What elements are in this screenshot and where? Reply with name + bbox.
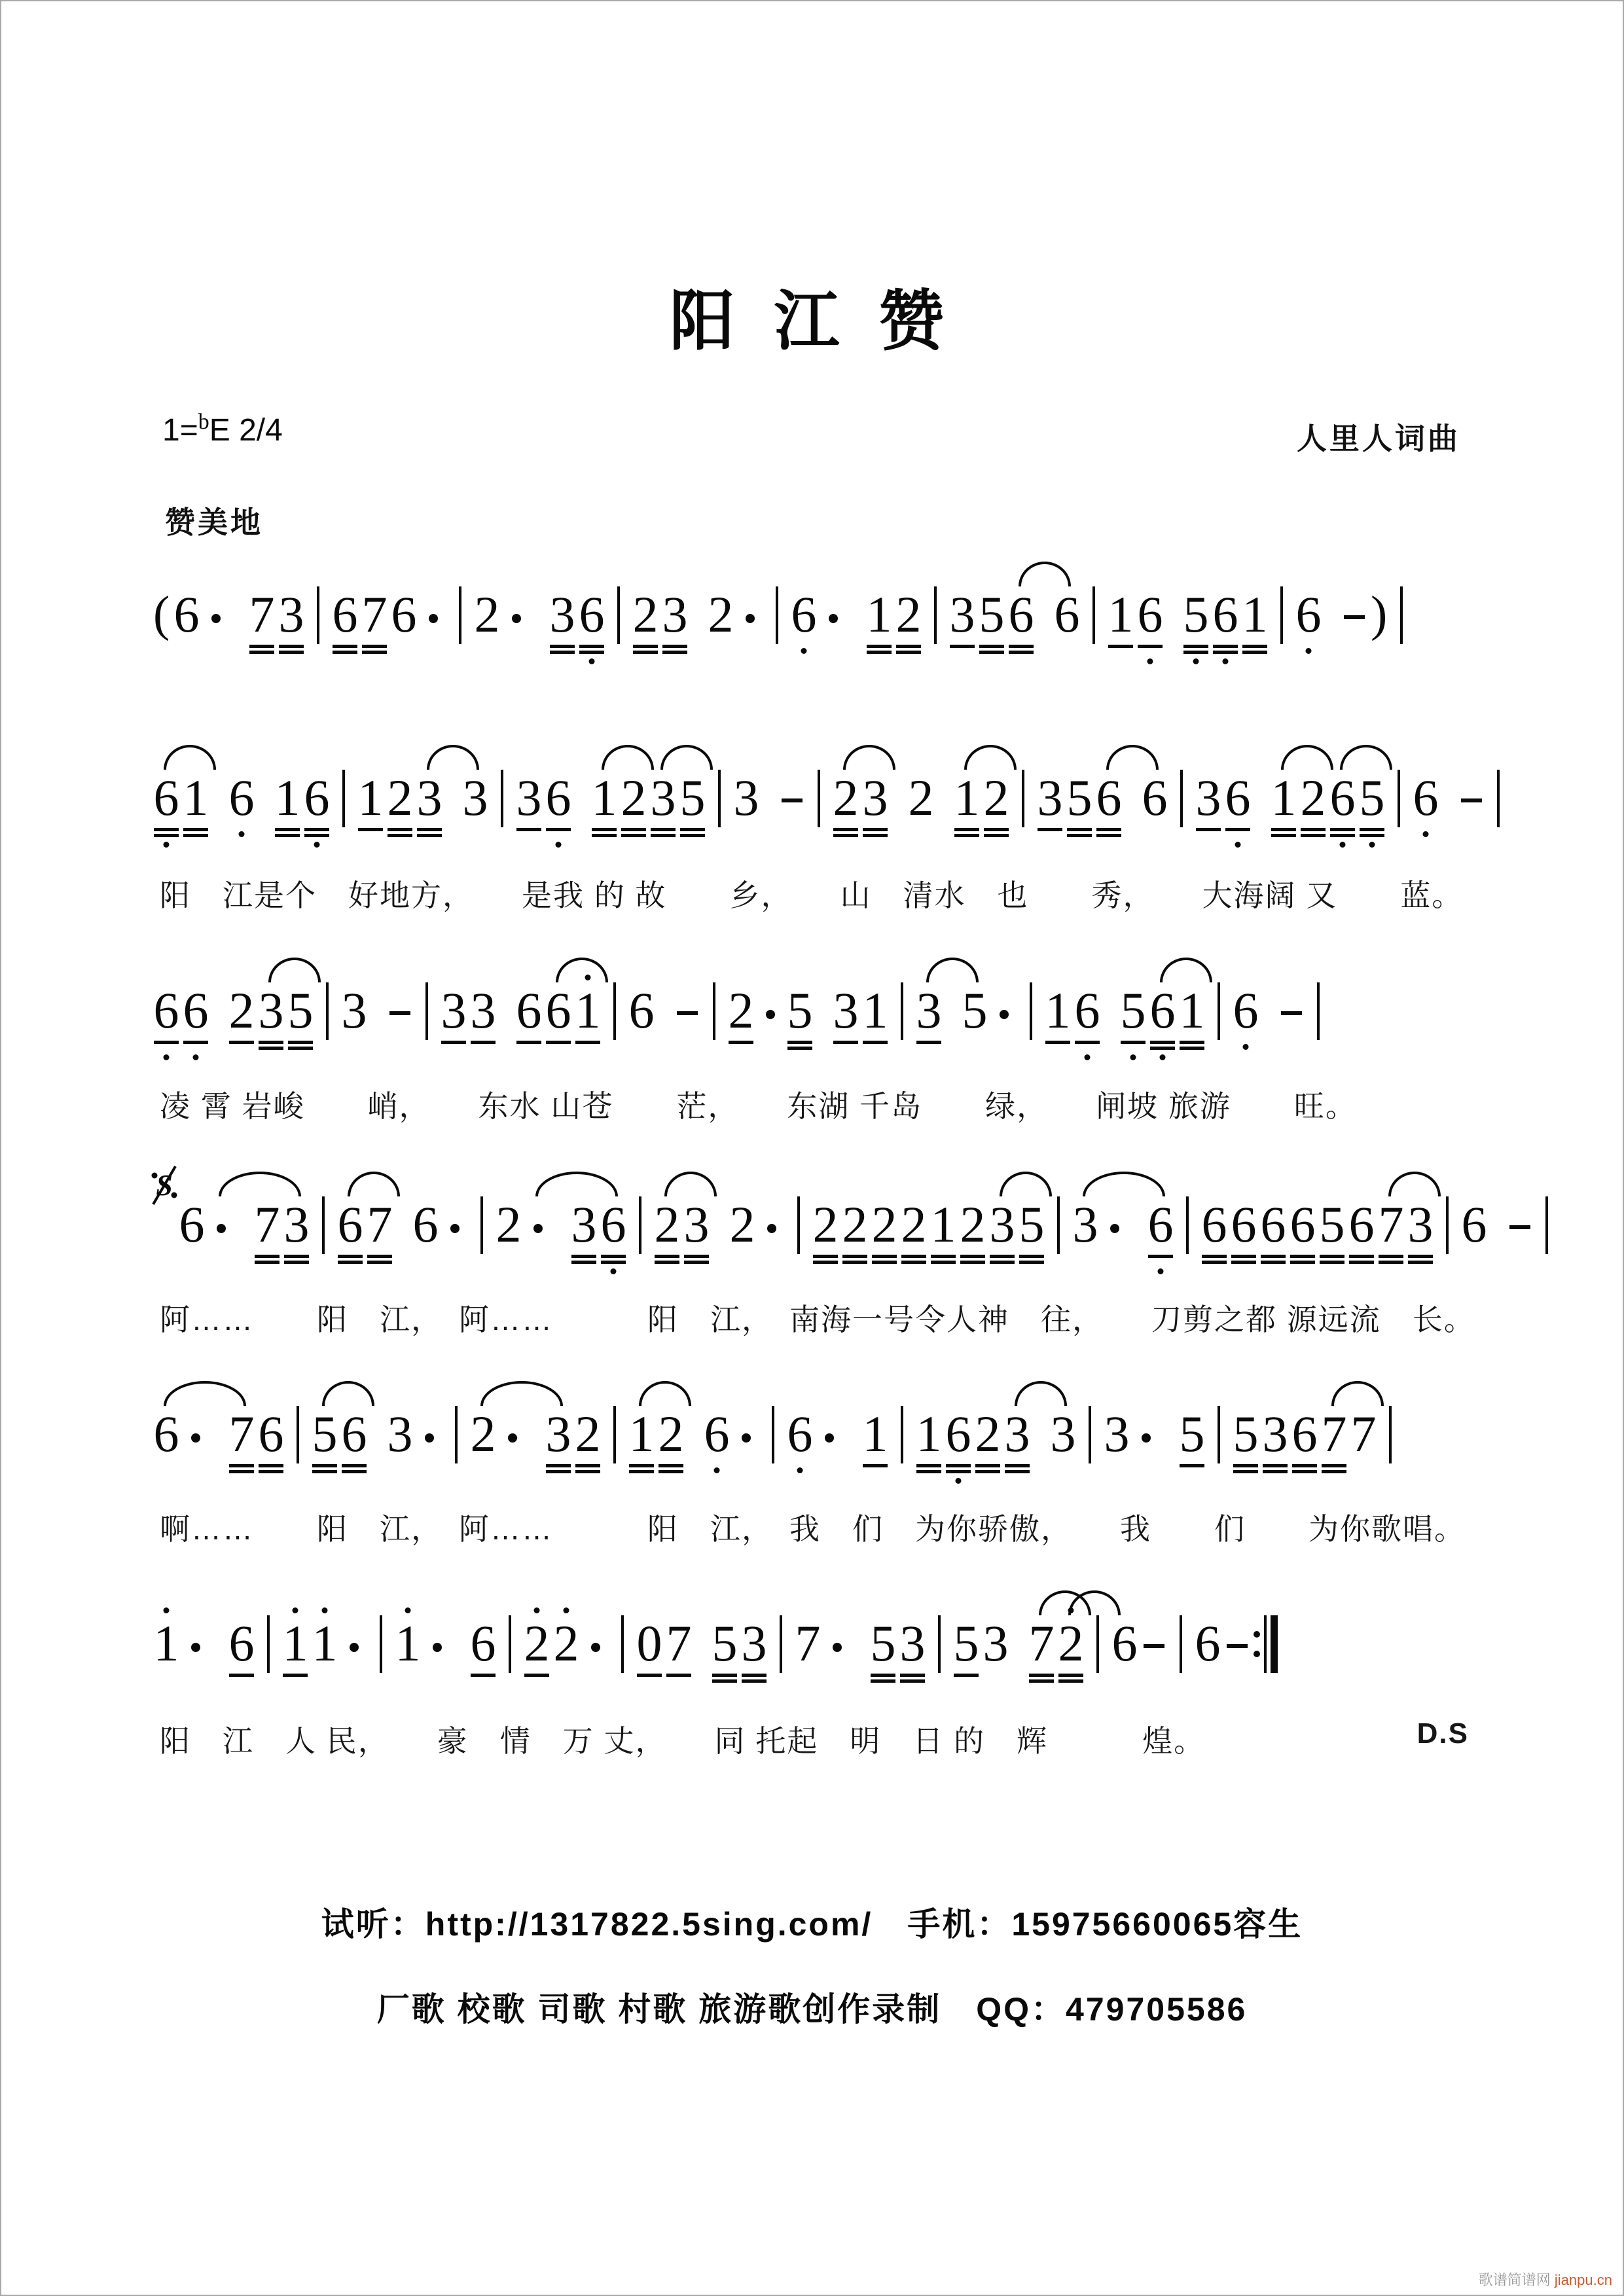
spacer: [854, 1606, 867, 1613]
lyrics-line-4: 啊…… 阳 江， 阿…… 阳 江， 我 们 为你骄傲， 我 们 为你歌唱。: [160, 1512, 1466, 1546]
notation-line-5: [153, 1397, 1401, 1495]
note-token: 6: [337, 1187, 363, 1285]
barline: [380, 1615, 382, 1673]
note-token: 7: [249, 577, 275, 675]
note-token: 6: [341, 1397, 367, 1495]
note-token: 2: [658, 1397, 684, 1495]
dash-note: [1458, 761, 1485, 859]
note-token: 3: [416, 761, 442, 859]
barline: [780, 1615, 782, 1673]
note-token: 7: [795, 1615, 821, 1672]
duration-dot: [203, 577, 229, 675]
dash-note: [779, 761, 805, 859]
barline: [772, 1406, 774, 1463]
note-token: 3: [1037, 761, 1063, 859]
barline: [1398, 770, 1400, 827]
barline: [297, 1406, 299, 1463]
spacer: [846, 1397, 859, 1403]
note-token: 6: [1348, 1187, 1375, 1285]
key-rest: E 2/4: [209, 413, 283, 448]
lyrics-line-2: 凌 霄 岩峻 峭， 东水 山苍 茫， 东湖 千岛 绿， 闸坡 旅游 旺。: [160, 1089, 1357, 1123]
note-token: 1: [862, 1397, 888, 1495]
barline: [934, 586, 937, 644]
spacer: [499, 973, 513, 980]
spacer: [1163, 1397, 1176, 1403]
note-token: 5: [953, 1606, 979, 1704]
note-token: 6: [1461, 1196, 1487, 1253]
note-token: 3: [1072, 1187, 1098, 1285]
note-token: 3: [1104, 1405, 1130, 1462]
spacer: [1104, 973, 1117, 980]
note-token: 1: [1045, 973, 1071, 1071]
lyrics-line-5: [160, 1717, 1489, 1761]
note-token: 6: [1195, 1615, 1221, 1672]
note-token: 6: [183, 973, 209, 1071]
note-token: 2: [621, 761, 647, 859]
spacer: [212, 1606, 225, 1613]
dash-note: [1507, 1187, 1533, 1285]
barline: [326, 982, 329, 1040]
barline: [322, 1196, 325, 1254]
barline: [317, 586, 319, 644]
note-token: 6: [470, 1606, 496, 1704]
notation-line-6: [153, 1606, 1278, 1704]
duration-dot: [816, 1397, 842, 1495]
note-token: 3: [283, 1187, 310, 1285]
barline: [901, 1406, 903, 1463]
barline: [509, 1615, 511, 1673]
note-token: 2: [1300, 761, 1326, 859]
duration-dot: [416, 1397, 442, 1495]
note-token: 3: [916, 973, 942, 1071]
note-token: 5: [962, 982, 988, 1039]
note-token: 5: [1120, 973, 1146, 1071]
flat-sign: b: [198, 410, 209, 434]
note-token: 2: [632, 577, 659, 675]
note-token: 1: [274, 761, 300, 859]
note-token: 1: [1108, 577, 1134, 675]
note-token: 6: [516, 973, 542, 1071]
note-token: 6: [228, 761, 255, 859]
note-token: 2: [908, 769, 934, 826]
watermark: [1479, 2269, 1612, 2289]
note-token: 6: [1147, 1187, 1174, 1285]
duration-dot: [525, 1187, 551, 1285]
note-token: 5: [1183, 577, 1209, 675]
note-token: 3: [1195, 761, 1221, 859]
note-token: 5: [1319, 1187, 1345, 1285]
spacer: [1325, 577, 1338, 584]
composer-credit: 人里人词曲: [1297, 422, 1460, 456]
note-token: 3: [1407, 1187, 1434, 1285]
duration-dot: [583, 1606, 609, 1704]
barline: [1218, 1406, 1220, 1463]
note-token: 2: [871, 1187, 897, 1285]
lyrics-line-3: 阿…… 阳 江， 阿…… 阳 江， 南海一号令人神 往， 刀剪之都 源远流 长。: [160, 1302, 1475, 1336]
spacer: [816, 973, 829, 980]
spacer: [850, 577, 863, 584]
barline: [639, 1196, 641, 1254]
note-token: 3: [983, 1615, 1009, 1672]
barline: [1317, 982, 1320, 1040]
notation-line-3: [153, 973, 1329, 1071]
footer-services: 厂歌 校歌 司歌 村歌 旅游歌创作录制 QQ：479705586: [376, 1991, 1248, 2028]
note-token: 2: [728, 973, 754, 1071]
note-token: 6: [1142, 769, 1168, 826]
note-token: 3: [278, 577, 304, 675]
spacer: [1490, 1187, 1504, 1194]
note-token: 6: [1260, 1187, 1286, 1285]
duration-dot: [183, 1397, 209, 1495]
duration-dot: [424, 1606, 450, 1704]
barline: [776, 586, 778, 644]
note-token: 6: [600, 1187, 626, 1285]
note-token: 6: [412, 1196, 439, 1253]
note-token: 6: [545, 973, 571, 1071]
duration-dot: [757, 973, 784, 1071]
barline: [1218, 982, 1220, 1040]
note-token: 6: [228, 1606, 255, 1704]
note-token: 6: [332, 577, 358, 675]
ds-mark: D.S: [1416, 1717, 1469, 1749]
note-token: 6: [179, 1196, 205, 1253]
note-token: 2: [960, 1187, 986, 1285]
barline: [818, 770, 820, 827]
note-token: 1: [1242, 577, 1268, 675]
spacer: [937, 761, 950, 767]
dash-note: [674, 973, 700, 1071]
footer-contact: 试听：http://1317822.5sing.com/ 手机：15975660065容生: [321, 1906, 1303, 1943]
duration-dot: [442, 1187, 468, 1285]
note-token: 2: [524, 1606, 550, 1704]
note-token: 3: [545, 1397, 571, 1495]
barline: [621, 1615, 624, 1673]
note-token: 2: [228, 973, 255, 1071]
barline: [1389, 1406, 1392, 1463]
note-token: 3: [862, 761, 888, 859]
barline: [1096, 1615, 1099, 1673]
barline: [797, 1196, 800, 1254]
note-token: 7: [1378, 1187, 1404, 1285]
note-token: 1: [930, 1187, 956, 1285]
note-token: 2: [474, 586, 500, 643]
note-token: 6: [945, 1397, 971, 1495]
watermark-domain: jianpu.cn: [1554, 2272, 1612, 2288]
note-token: 2: [842, 1187, 868, 1285]
note-token: 3: [1262, 1397, 1288, 1495]
note-token: 7: [361, 577, 388, 675]
note-token: 5: [712, 1606, 738, 1704]
note-token: 2: [729, 1196, 755, 1253]
barline: [1030, 982, 1032, 1040]
note-token: 1: [1271, 761, 1297, 859]
note-token: 3: [387, 1405, 413, 1462]
note-token: 3: [662, 577, 688, 675]
note-token: 6: [258, 1397, 284, 1495]
duration-dot: [183, 1606, 209, 1704]
note-token: 2: [833, 761, 859, 859]
dash-note: [1224, 1606, 1250, 1704]
spacer: [695, 1606, 708, 1613]
dash-note: [1141, 1606, 1167, 1704]
note-token: 2: [708, 586, 734, 643]
note-token: 6: [1074, 973, 1100, 1071]
key-signature: [162, 412, 283, 448]
note-token: 3: [833, 973, 859, 1071]
duration-dot: [499, 1397, 526, 1495]
note-token: 6: [1233, 973, 1259, 1071]
note-token: 7: [228, 1397, 255, 1495]
note-token: 6: [1111, 1615, 1138, 1672]
note-token: 6: [787, 1397, 813, 1495]
note-token: 6: [1054, 586, 1080, 643]
barline: [718, 770, 721, 827]
spacer: [763, 761, 776, 767]
duration-dot: [208, 1187, 234, 1285]
note-token: 5: [1179, 1397, 1205, 1495]
note-token: 5: [979, 577, 1005, 675]
spacer: [1262, 973, 1275, 980]
note-token: 6: [579, 577, 605, 675]
barline: [1022, 770, 1024, 827]
note-token: 6: [1096, 761, 1122, 859]
note-token: 6: [1295, 577, 1322, 675]
note-token: 1: [916, 1397, 942, 1495]
note-token: 6: [1329, 761, 1356, 859]
barline: [938, 1615, 941, 1673]
note-token: 5: [1233, 1397, 1259, 1495]
note-token: 6: [1008, 577, 1034, 675]
duration-dot: [820, 577, 846, 675]
note-token: 1: [591, 761, 617, 859]
paren: (: [153, 586, 170, 641]
key-prefix: 1=: [162, 413, 198, 448]
barline: [501, 770, 503, 827]
note-token: 3: [1050, 1405, 1076, 1462]
barline: [1446, 1196, 1449, 1254]
duration-dot: [341, 1606, 367, 1704]
note-token: 1: [357, 761, 384, 859]
barline: [613, 1406, 616, 1463]
note-token: 7: [1350, 1405, 1377, 1462]
note-token: 6: [1137, 577, 1163, 675]
note-token: 1: [866, 577, 892, 675]
note-token: 6: [173, 586, 200, 643]
duration-dot: [759, 1187, 785, 1285]
note-token: 3: [733, 769, 759, 826]
note-token: 2: [553, 1606, 579, 1704]
barline: [1057, 1196, 1060, 1254]
note-token: 2: [496, 1196, 522, 1253]
note-token: 5: [1066, 761, 1092, 859]
barline: [1089, 1406, 1091, 1463]
duration-dot: [420, 577, 446, 675]
note-token: 2: [1058, 1606, 1084, 1704]
note-token: 3: [989, 1187, 1015, 1285]
note-token: 6: [1413, 761, 1439, 859]
barline: [1186, 1196, 1189, 1254]
spacer: [1012, 1606, 1025, 1613]
dash-note: [387, 973, 413, 1071]
spacer: [1442, 761, 1455, 767]
note-token: 6: [1201, 1187, 1227, 1285]
barline: [1280, 586, 1283, 644]
duration-dot: [503, 577, 530, 675]
barline: [1180, 770, 1183, 827]
note-token: 7: [367, 1187, 393, 1285]
note-token: 3: [899, 1606, 926, 1704]
note-token: 7: [1321, 1397, 1347, 1495]
barline: [455, 1406, 458, 1463]
svg-text:S: S: [156, 1168, 173, 1202]
note-token: 1: [575, 973, 601, 1071]
tempo-marking: 赞美地: [165, 505, 263, 539]
note-token: 2: [654, 1187, 680, 1285]
note-token: 6: [1231, 1187, 1257, 1285]
note-token: 5: [1019, 1187, 1045, 1285]
note-token: 6: [304, 761, 330, 859]
note-token: 2: [901, 1187, 927, 1285]
barline: [267, 1615, 270, 1673]
spacer: [658, 973, 671, 980]
watermark-site: 歌谱简谱网: [1478, 2272, 1555, 2288]
notation-line-4: [153, 1168, 1557, 1285]
note-token: 2: [812, 1187, 839, 1285]
note-token: 1: [862, 973, 888, 1071]
spacer: [454, 1606, 467, 1613]
note-token: 1: [183, 761, 209, 859]
spacer: [1254, 761, 1267, 767]
note-token: 0: [636, 1606, 662, 1704]
note-token: 6: [1212, 577, 1238, 675]
note-token: 6: [1225, 761, 1251, 859]
note-token: 1: [282, 1606, 308, 1704]
note-token: 3: [1004, 1397, 1030, 1495]
dash-note: [1341, 577, 1367, 675]
note-token: 1: [628, 1397, 655, 1495]
note-token: 3: [462, 769, 488, 826]
spacer: [533, 577, 546, 584]
barline: [425, 982, 428, 1040]
duration-dot: [991, 973, 1017, 1071]
note-token: 7: [254, 1187, 280, 1285]
page-title: 阳 江 赞: [669, 285, 955, 358]
notation-line-2: [153, 761, 1509, 859]
duration-dot: [733, 1397, 759, 1495]
barline: [713, 982, 715, 1040]
barline: [342, 770, 345, 827]
paren: ): [1371, 586, 1388, 641]
note-token: 5: [870, 1606, 896, 1704]
note-token: 6: [628, 982, 655, 1039]
segno-icon: [153, 1168, 175, 1285]
note-token: 3: [258, 973, 284, 1071]
note-token: 3: [949, 577, 975, 675]
note-token: 5: [312, 1397, 338, 1495]
note-token: 5: [787, 973, 813, 1071]
duration-dot: [1133, 1397, 1159, 1495]
barline: [480, 1196, 483, 1254]
note-token: 2: [387, 761, 413, 859]
note-token: 6: [1149, 973, 1176, 1071]
barline: [1400, 586, 1403, 644]
spacer: [232, 577, 245, 584]
note-token: 3: [470, 973, 496, 1071]
barline: [1497, 770, 1500, 827]
note-token: 3: [650, 761, 676, 859]
note-token: 3: [683, 1187, 710, 1285]
note-token: 5: [1359, 761, 1385, 859]
notation-line-1: [153, 577, 1412, 675]
note-token: 3: [341, 982, 367, 1039]
note-token: 3: [516, 761, 542, 859]
note-token: 1: [312, 1606, 338, 1704]
lyrics-text: 阳 江 人 民， 豪 情 万 丈， 同 托起 明 日 的 辉 煌。: [160, 1724, 1206, 1758]
note-token: 2: [895, 577, 922, 675]
note-token: 2: [470, 1397, 496, 1495]
note-token: 6: [1291, 1397, 1318, 1495]
note-token: 2: [575, 1397, 601, 1495]
note-token: 1: [954, 761, 980, 859]
note-token: 3: [549, 577, 575, 675]
note-token: 3: [571, 1187, 597, 1285]
spacer: [575, 761, 588, 767]
note-token: 1: [1179, 973, 1205, 1071]
note-token: 1: [395, 1606, 421, 1704]
duration-dot: [824, 1606, 850, 1704]
dash-note: [1278, 973, 1305, 1071]
note-token: 6: [153, 1397, 179, 1495]
note-token: 5: [679, 761, 706, 859]
barline: [459, 586, 461, 644]
note-token: 2: [975, 1397, 1001, 1495]
spacer: [691, 577, 704, 584]
spacer: [1166, 577, 1180, 584]
note-token: 7: [1028, 1606, 1055, 1704]
note-token: 6: [153, 973, 179, 1071]
barline: [1180, 1615, 1182, 1673]
barline: [613, 982, 616, 1040]
note-token: 6: [153, 761, 179, 859]
note-token: 6: [1290, 1187, 1316, 1285]
end-repeat-barline: [1254, 1615, 1278, 1673]
note-token: 3: [741, 1606, 767, 1704]
spacer: [370, 973, 384, 980]
duration-dot: [737, 577, 763, 675]
barline: [901, 982, 903, 1040]
note-token: 2: [983, 761, 1009, 859]
spacer: [212, 973, 225, 980]
note-token: 5: [287, 973, 314, 1071]
note-token: 7: [666, 1606, 692, 1704]
note-token: 6: [545, 761, 571, 859]
note-token: 6: [391, 586, 417, 643]
spacer: [258, 761, 271, 767]
duration-dot: [1102, 1187, 1128, 1285]
note-token: 6: [704, 1397, 730, 1495]
lyrics-line-1: 阳 江是个 好地方， 是我 的 故 乡， 山 清水 也 秀， 大海阔 又 蓝。: [160, 878, 1464, 912]
barline: [1545, 1196, 1548, 1254]
note-token: 1: [153, 1606, 179, 1704]
barline: [1092, 586, 1095, 644]
note-token: 6: [791, 577, 817, 675]
note-token: 3: [441, 973, 467, 1071]
barline: [617, 586, 620, 644]
